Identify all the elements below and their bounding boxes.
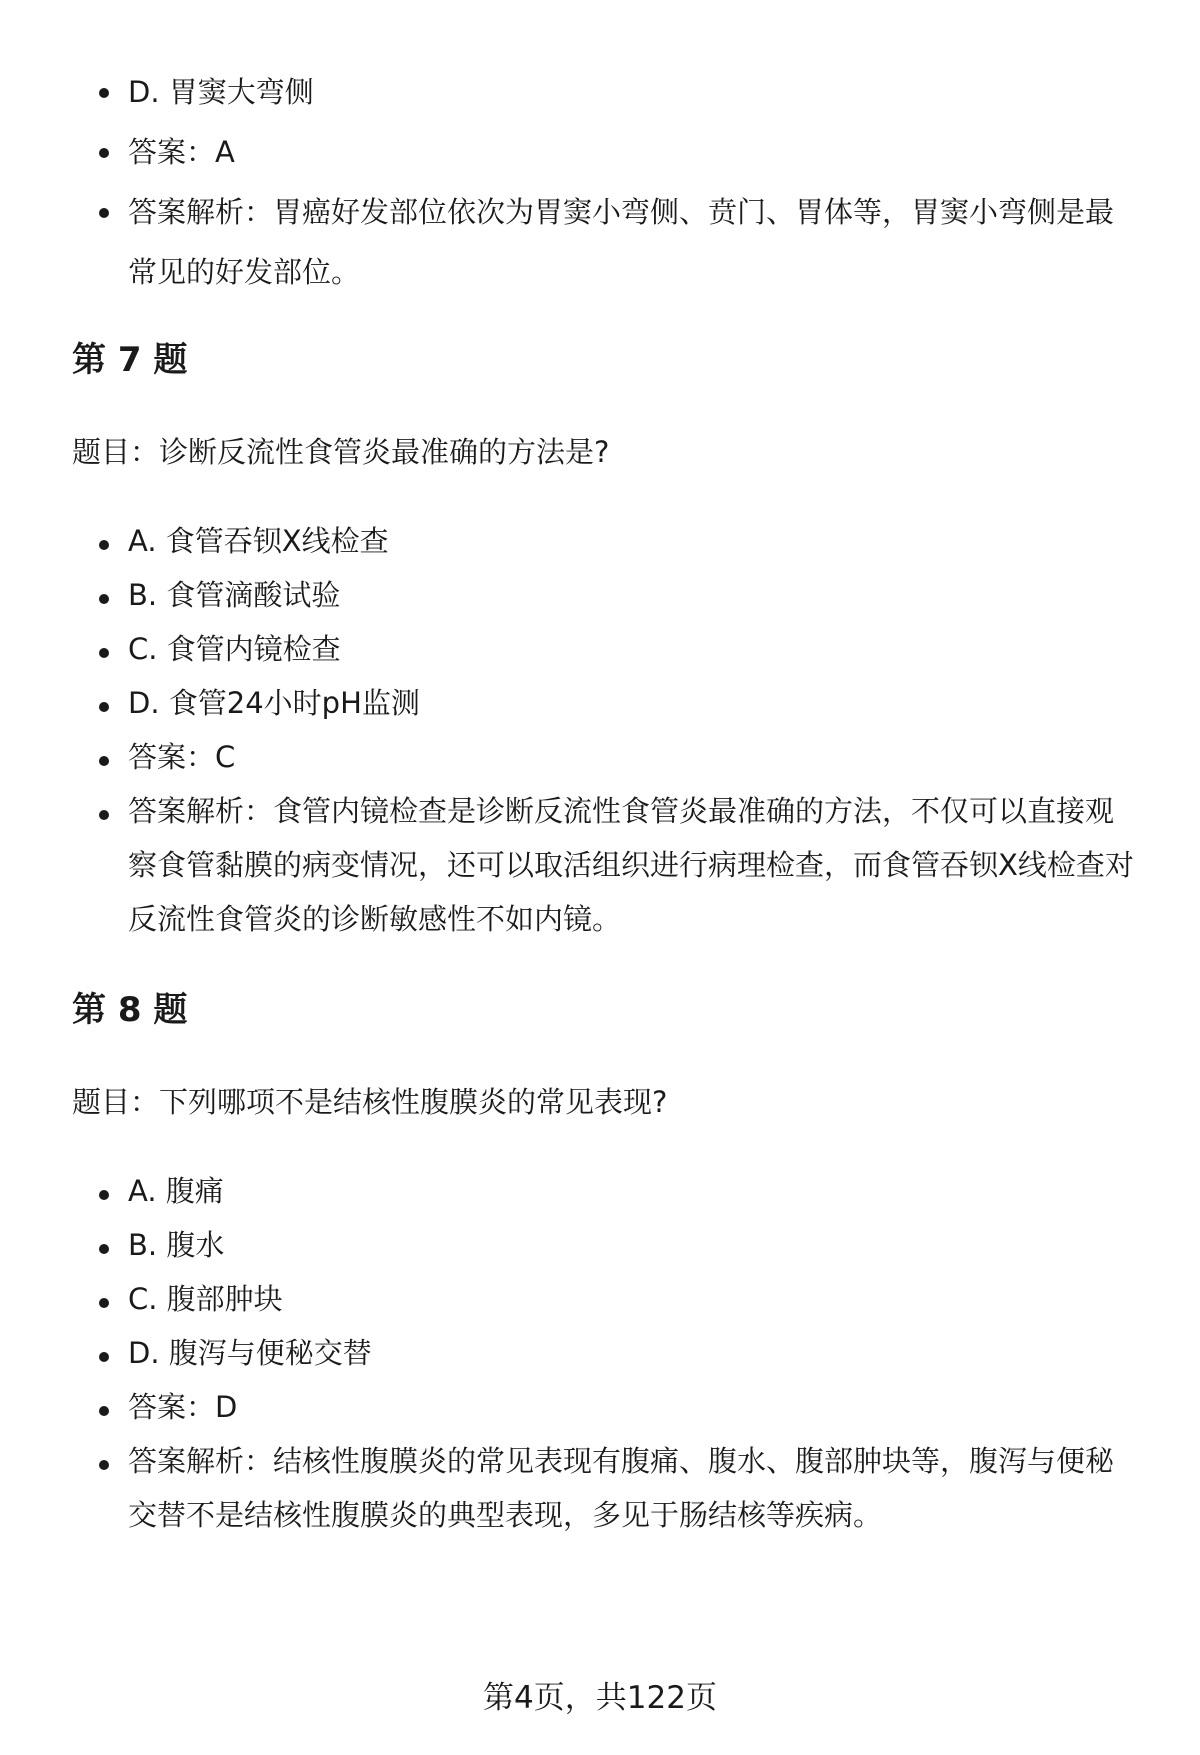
question-text: 题目：诊断反流性食管炎最准确的方法是? bbox=[72, 435, 610, 469]
question-7 bbox=[72, 330, 1142, 946]
option-a: A. 腹痛 bbox=[72, 1164, 1142, 1218]
answer: 答案：D bbox=[72, 1380, 1142, 1434]
answer-explanation: 答案解析：结核性腹膜炎的常见表现有腹痛、腹水、腹部肿块等，腹泻与便秘交替不是结核性腹膜炎的典型表现，多见于肠结核等疾病。 bbox=[72, 1434, 1142, 1542]
option-b: B. 腹水 bbox=[72, 1218, 1142, 1272]
option-list bbox=[72, 514, 1142, 946]
answer: 答案：A bbox=[72, 122, 1142, 182]
answer: 答案：C bbox=[72, 730, 1142, 784]
question-text: 题目：下列哪项不是结核性腹膜炎的常见表现? bbox=[72, 1085, 668, 1119]
question-8 bbox=[72, 980, 1142, 1542]
answer-explanation: 答案解析：胃癌好发部位依次为胃窦小弯侧、贲门、胃体等，胃窦小弯侧是最常见的好发部位。 bbox=[72, 182, 1142, 302]
question-heading: 第 8 题 bbox=[72, 990, 188, 1030]
option-b: B. 食管滴酸试验 bbox=[72, 568, 1142, 622]
page-content bbox=[72, 62, 1142, 1542]
option-d: D. 胃窦大弯侧 bbox=[72, 62, 1142, 122]
question-heading: 第 7 题 bbox=[72, 340, 188, 380]
previous-question-list bbox=[72, 62, 1142, 302]
option-d: D. 腹泻与便秘交替 bbox=[72, 1326, 1142, 1380]
page-number-footer: 第4页，共122页 bbox=[483, 1680, 717, 1716]
option-list bbox=[72, 1164, 1142, 1542]
option-a: A. 食管吞钡X线检查 bbox=[72, 514, 1142, 568]
option-c: C. 食管内镜检查 bbox=[72, 622, 1142, 676]
answer-explanation: 答案解析：食管内镜检查是诊断反流性食管炎最准确的方法，不仅可以直接观察食管黏膜的病变情况，还可以取活组织进行病理检查，而食管吞钡X线检查对反流性食管炎的诊断敏感性不如内镜。 bbox=[72, 784, 1142, 946]
option-c: C. 腹部肿块 bbox=[72, 1272, 1142, 1326]
option-d: D. 食管24小时pH监测 bbox=[72, 676, 1142, 730]
